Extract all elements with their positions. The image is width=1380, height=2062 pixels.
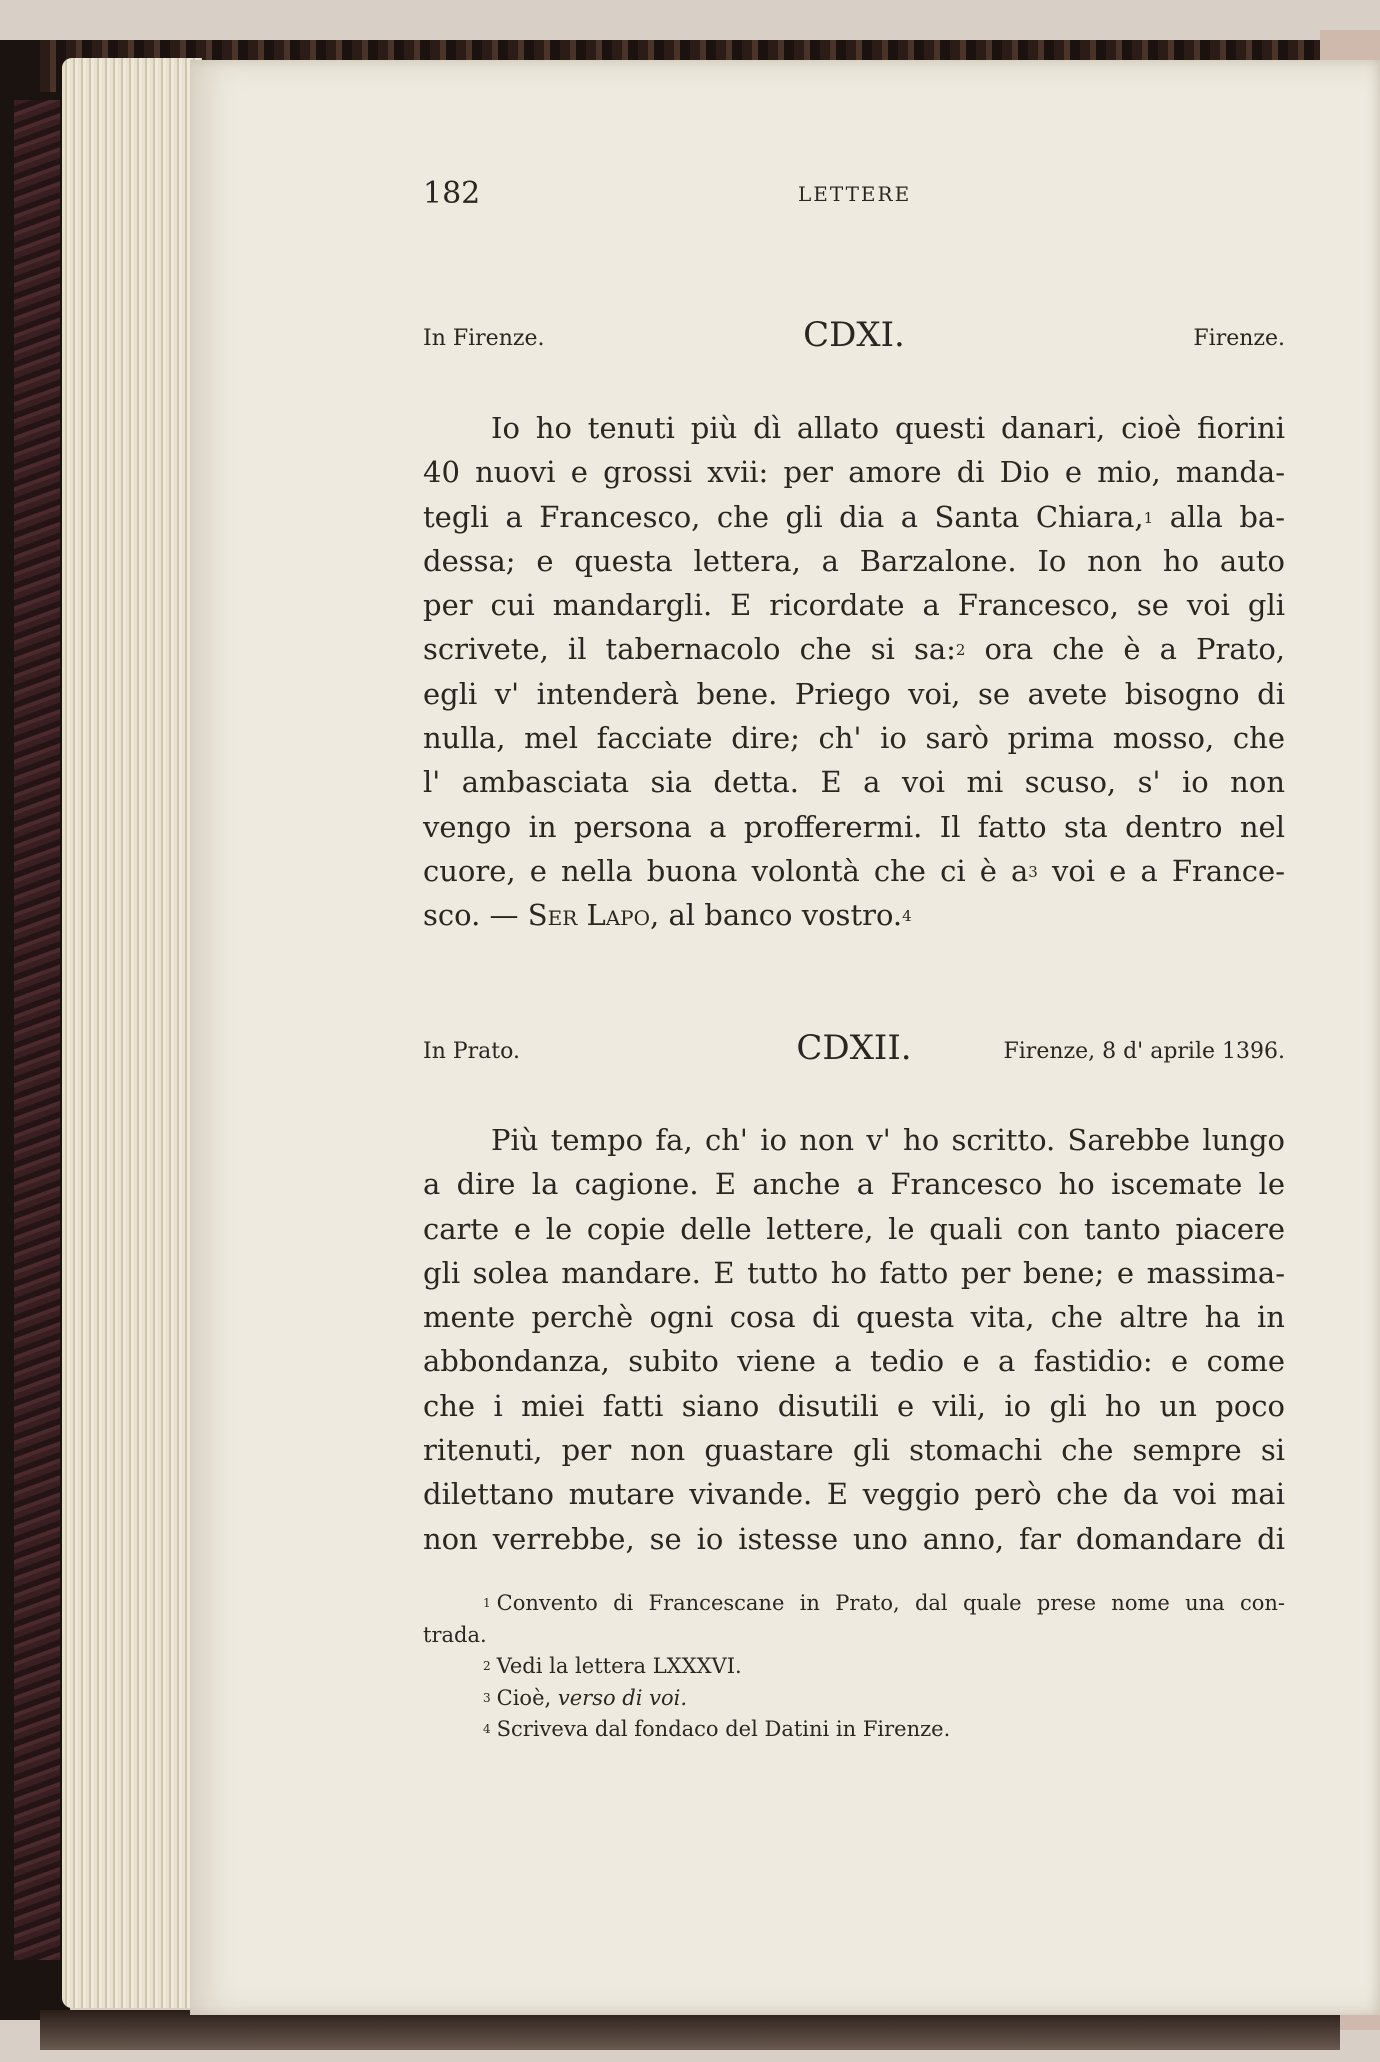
- text-line: sco. — Ser Lapo, al banco vostro.$^4$: [423, 898, 912, 933]
- letter-body: [423, 406, 1285, 938]
- running-header: [423, 176, 1283, 216]
- letter-body: [423, 1118, 1285, 1561]
- letter-origin-date: Firenze, 8 d' aprile 1396.: [1003, 1039, 1285, 1064]
- text-line: gli solea mandare. E tutto ho fatto per bene; e massima-: [423, 1255, 1285, 1290]
- text-line: carte e le copie delle lettere, le quali con tanto piacere: [423, 1211, 1285, 1246]
- text-line: ritenuti, per non guastare gli stomachi che sempre si: [423, 1433, 1285, 1468]
- footnote: $^3$ Cioè, verso di voi.: [483, 1685, 688, 1710]
- text-line: tegli a Francesco, che gli dia a Santa Chiara,$^1$ alla ba-: [423, 499, 1285, 534]
- footnote-continuation: trada.: [423, 1622, 487, 1647]
- text-line: Io ho tenuti più dì allato questi danari, cioè fiorini: [491, 411, 1285, 445]
- text-line: Più tempo fa, ch' io non v' ho scritto. Sarebbe lungo: [491, 1123, 1285, 1157]
- letter-origin: Firenze.: [1193, 326, 1285, 351]
- letter-heading: [423, 1018, 1285, 1068]
- text-line: cuore, e nella buona volontà che ci è $a^3$ voi e a France-: [423, 853, 1286, 888]
- page-number: 182: [423, 176, 481, 211]
- book-binding-left: [0, 40, 70, 2020]
- text-line: l' ambasciata sia detta. E a voi mi scuso, s' io non: [423, 765, 1285, 800]
- text-line: 40 nuovi e grossi xvii: per amore di Dio e mio, manda-: [423, 455, 1285, 490]
- letter-destination: In Firenze.: [423, 326, 545, 351]
- footnote-ref: 1: [1143, 508, 1154, 527]
- running-title: LETTERE: [798, 182, 912, 206]
- text-line: scrivete, il tabernacolo che si sa:$^2$ ora che è a Prato,: [423, 632, 1286, 667]
- footnote-ref: 4: [902, 907, 912, 926]
- footnote-ref: 2: [955, 641, 966, 660]
- letter-number: CDXII.: [796, 1028, 912, 1068]
- text-line: dilettano mutare vivande. E veggio però che da voi mai: [423, 1477, 1285, 1512]
- letter-destination: In Prato.: [423, 1039, 520, 1064]
- book-binding-bottom: [40, 2010, 1340, 2050]
- footnote: $^2$ Vedi la lettera LXXXVI.: [483, 1654, 742, 1678]
- text-line: che i miei fatti siano disutili e vili, io gli ho un poco: [423, 1388, 1285, 1423]
- text-line: nulla, mel facciate dire; ch' io sarò prima mosso, che: [423, 721, 1285, 756]
- footnote: $^4$ Scriveva dal fondaco del Datini in Firenze.: [483, 1717, 951, 1741]
- footnote-ref: 3: [1028, 862, 1038, 881]
- page-edges: [62, 58, 202, 2008]
- text-line: dessa; e questa lettera, a Barzalone. Io non ho auto: [423, 543, 1285, 578]
- text-line: per cui mandargli. E ricordate a Francesco, se voi gli: [423, 588, 1285, 623]
- text-line: mente perchè ogni cosa di questa vita, che altre ha in: [423, 1300, 1285, 1335]
- text-line: a dire la cagione. E anche a Francesco ho iscemate le: [423, 1167, 1285, 1202]
- footnotes: [423, 1588, 1285, 1746]
- letter-heading: [423, 305, 1285, 355]
- text-line: egli v' intenderà bene. Priego voi, se avete bisogno di: [423, 676, 1285, 711]
- text-line: abbondanza, subito viene a tedio e a fastidio: e come: [423, 1344, 1285, 1379]
- text-line: vengo in persona a profferermi. Il fatto sta dentro nel: [423, 809, 1285, 844]
- footnote: $^1$ Convento di Francescane in Prato, dal quale prese nome una con-: [483, 1591, 1285, 1615]
- signature: Ser Lapo: [527, 898, 651, 933]
- letter-number: CDXI.: [803, 315, 905, 355]
- text-line: non verrebbe, se io istesse uno anno, far domandare di: [423, 1521, 1285, 1556]
